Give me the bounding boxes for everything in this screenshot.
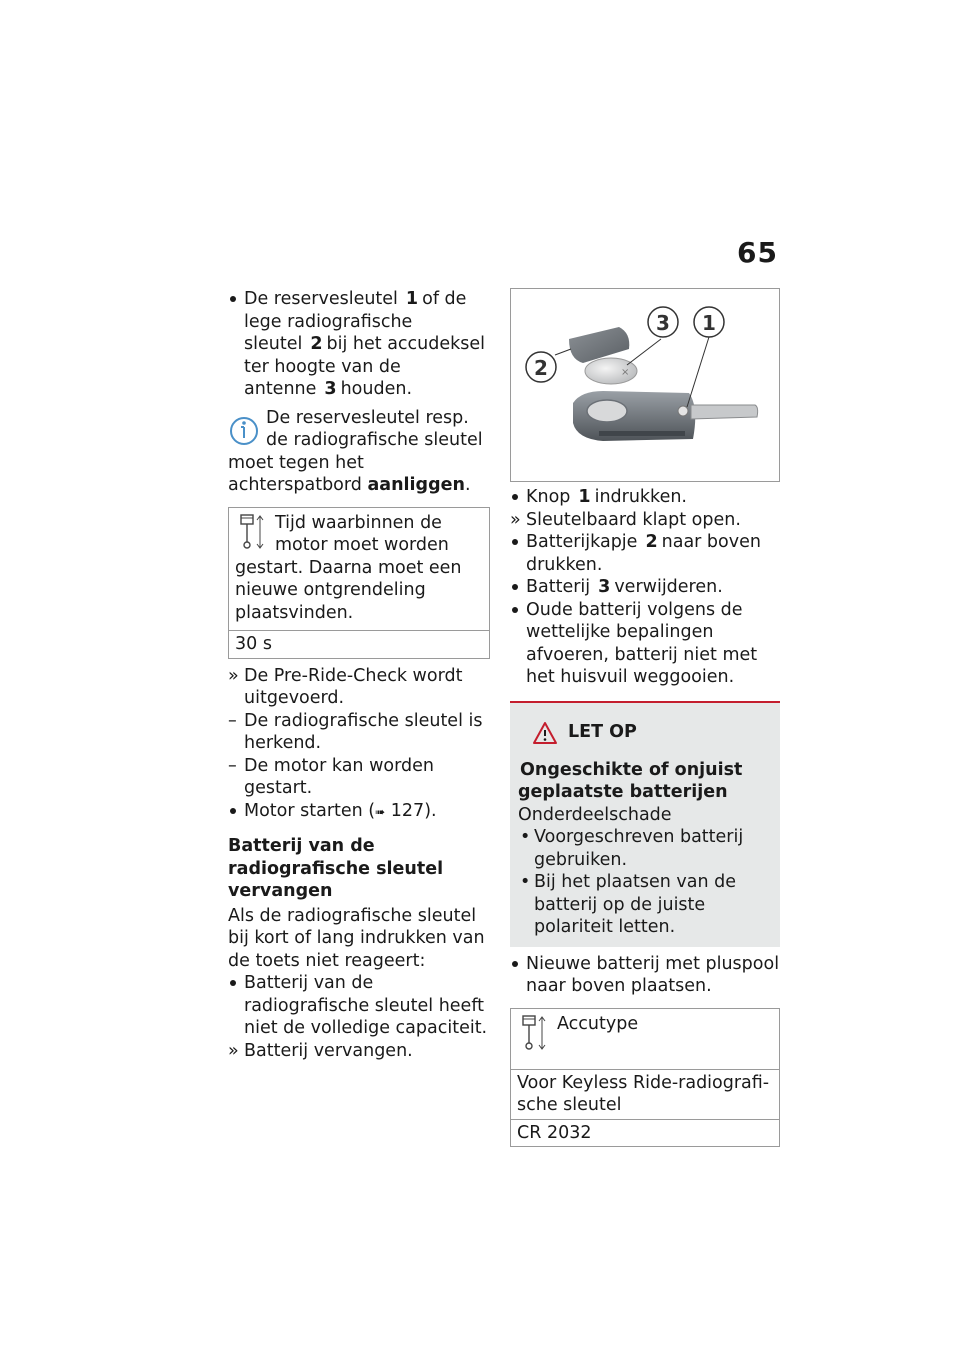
key-blade <box>691 405 758 419</box>
engine-piston-icon <box>235 512 265 554</box>
battery-cap <box>569 327 629 363</box>
condition-result: » Batterij vervangen. <box>228 1040 413 1061</box>
page-number: 65 <box>737 236 778 269</box>
result-item: » De Pre-Ride-Check wordt uitgevoerd. <box>228 665 463 708</box>
callout-2 <box>526 352 556 382</box>
svg-text:2: 2 <box>534 356 548 380</box>
section-title: Batterij van de radiografische sleutel vervangen <box>228 836 444 901</box>
page-reference-link[interactable]: 127 <box>390 800 425 821</box>
warning-subtitle: Onderdeelschade <box>518 804 672 825</box>
key-battery-figure <box>510 288 780 482</box>
svg-text:×: × <box>621 367 630 378</box>
condition-item: Batterij van de radiografische sleutel heeft niet de volledige capaciteit. <box>228 972 490 1040</box>
spec-box-header: Tijd waarbinnen de motor moet worden gestart. Daarna moet een nieuwe ontgrendeling plaatsvinden. <box>229 508 489 632</box>
key-fob-illustration <box>511 289 779 481</box>
spec-row: Voor Keyless Ride-radiografische sleutel <box>511 1070 779 1120</box>
engine-piston-icon <box>517 1013 547 1055</box>
info-icon <box>228 407 262 451</box>
warning-box <box>510 701 780 947</box>
info-note: De reservesleutel resp. de radiografische sleutel moet tegen het achterspatbord aanliggen. <box>228 407 483 495</box>
right-column <box>510 288 780 1147</box>
step-press-button: Knop 1 indrukken. <box>510 486 780 509</box>
callout-1 <box>694 307 724 337</box>
warning-item: • Bij het plaatsen van de batterij op de juiste polariteit letten. <box>518 871 770 939</box>
svg-text:3: 3 <box>656 311 670 335</box>
warning-item: • Voorgeschreven batterij gebruiken. <box>518 826 770 871</box>
arrow-reference-icon: ➠ <box>375 804 386 819</box>
spec-value: CR 2032 <box>517 1122 592 1143</box>
result-item: – De radiografische sleutel is herkend. <box>228 710 483 753</box>
step-insert-battery: Nieuwe batterij met pluspool naar boven plaatsen. <box>510 953 780 998</box>
spec-value: 30 s <box>235 634 272 654</box>
section-text: Als de radiografische sleutel bij kort of lang indrukken van de toets niet reageert: <box>228 905 485 971</box>
step-hold-key: De reservesleutel 1 of de lege radiografische sleutel 2 bij het accudeksel ter hoogte van de antenne 3 houden. <box>228 288 490 401</box>
warning-triangle-icon <box>532 721 558 745</box>
spec-box-start-time <box>228 507 490 659</box>
step-dispose-battery: Oude batterij volgens de wettelijke bepalingen afvoeren, batterij niet met het huisvuil weggooien. <box>510 599 780 689</box>
svg-text:1: 1 <box>702 311 716 335</box>
spec-box-header: Accutype <box>511 1009 779 1070</box>
left-column <box>228 288 490 1062</box>
step-press-cap: Batterijkapje 2 naar boven drukken. <box>510 531 780 576</box>
result-item: – De motor kan worden gestart. <box>228 755 434 798</box>
step-remove-battery: Batterij 3 verwijderen. <box>510 576 780 599</box>
result-item: » Sleutelbaard klapt open. <box>510 509 741 530</box>
spec-box-battery-type <box>510 1008 780 1148</box>
warning-heading: LET OP <box>518 721 770 745</box>
callout-3 <box>648 307 678 337</box>
step-start-motor: Motor starten (➠ 127). <box>228 800 490 824</box>
warning-title: Ongeschikte of onjuist geplaatste batterijen <box>518 759 743 802</box>
